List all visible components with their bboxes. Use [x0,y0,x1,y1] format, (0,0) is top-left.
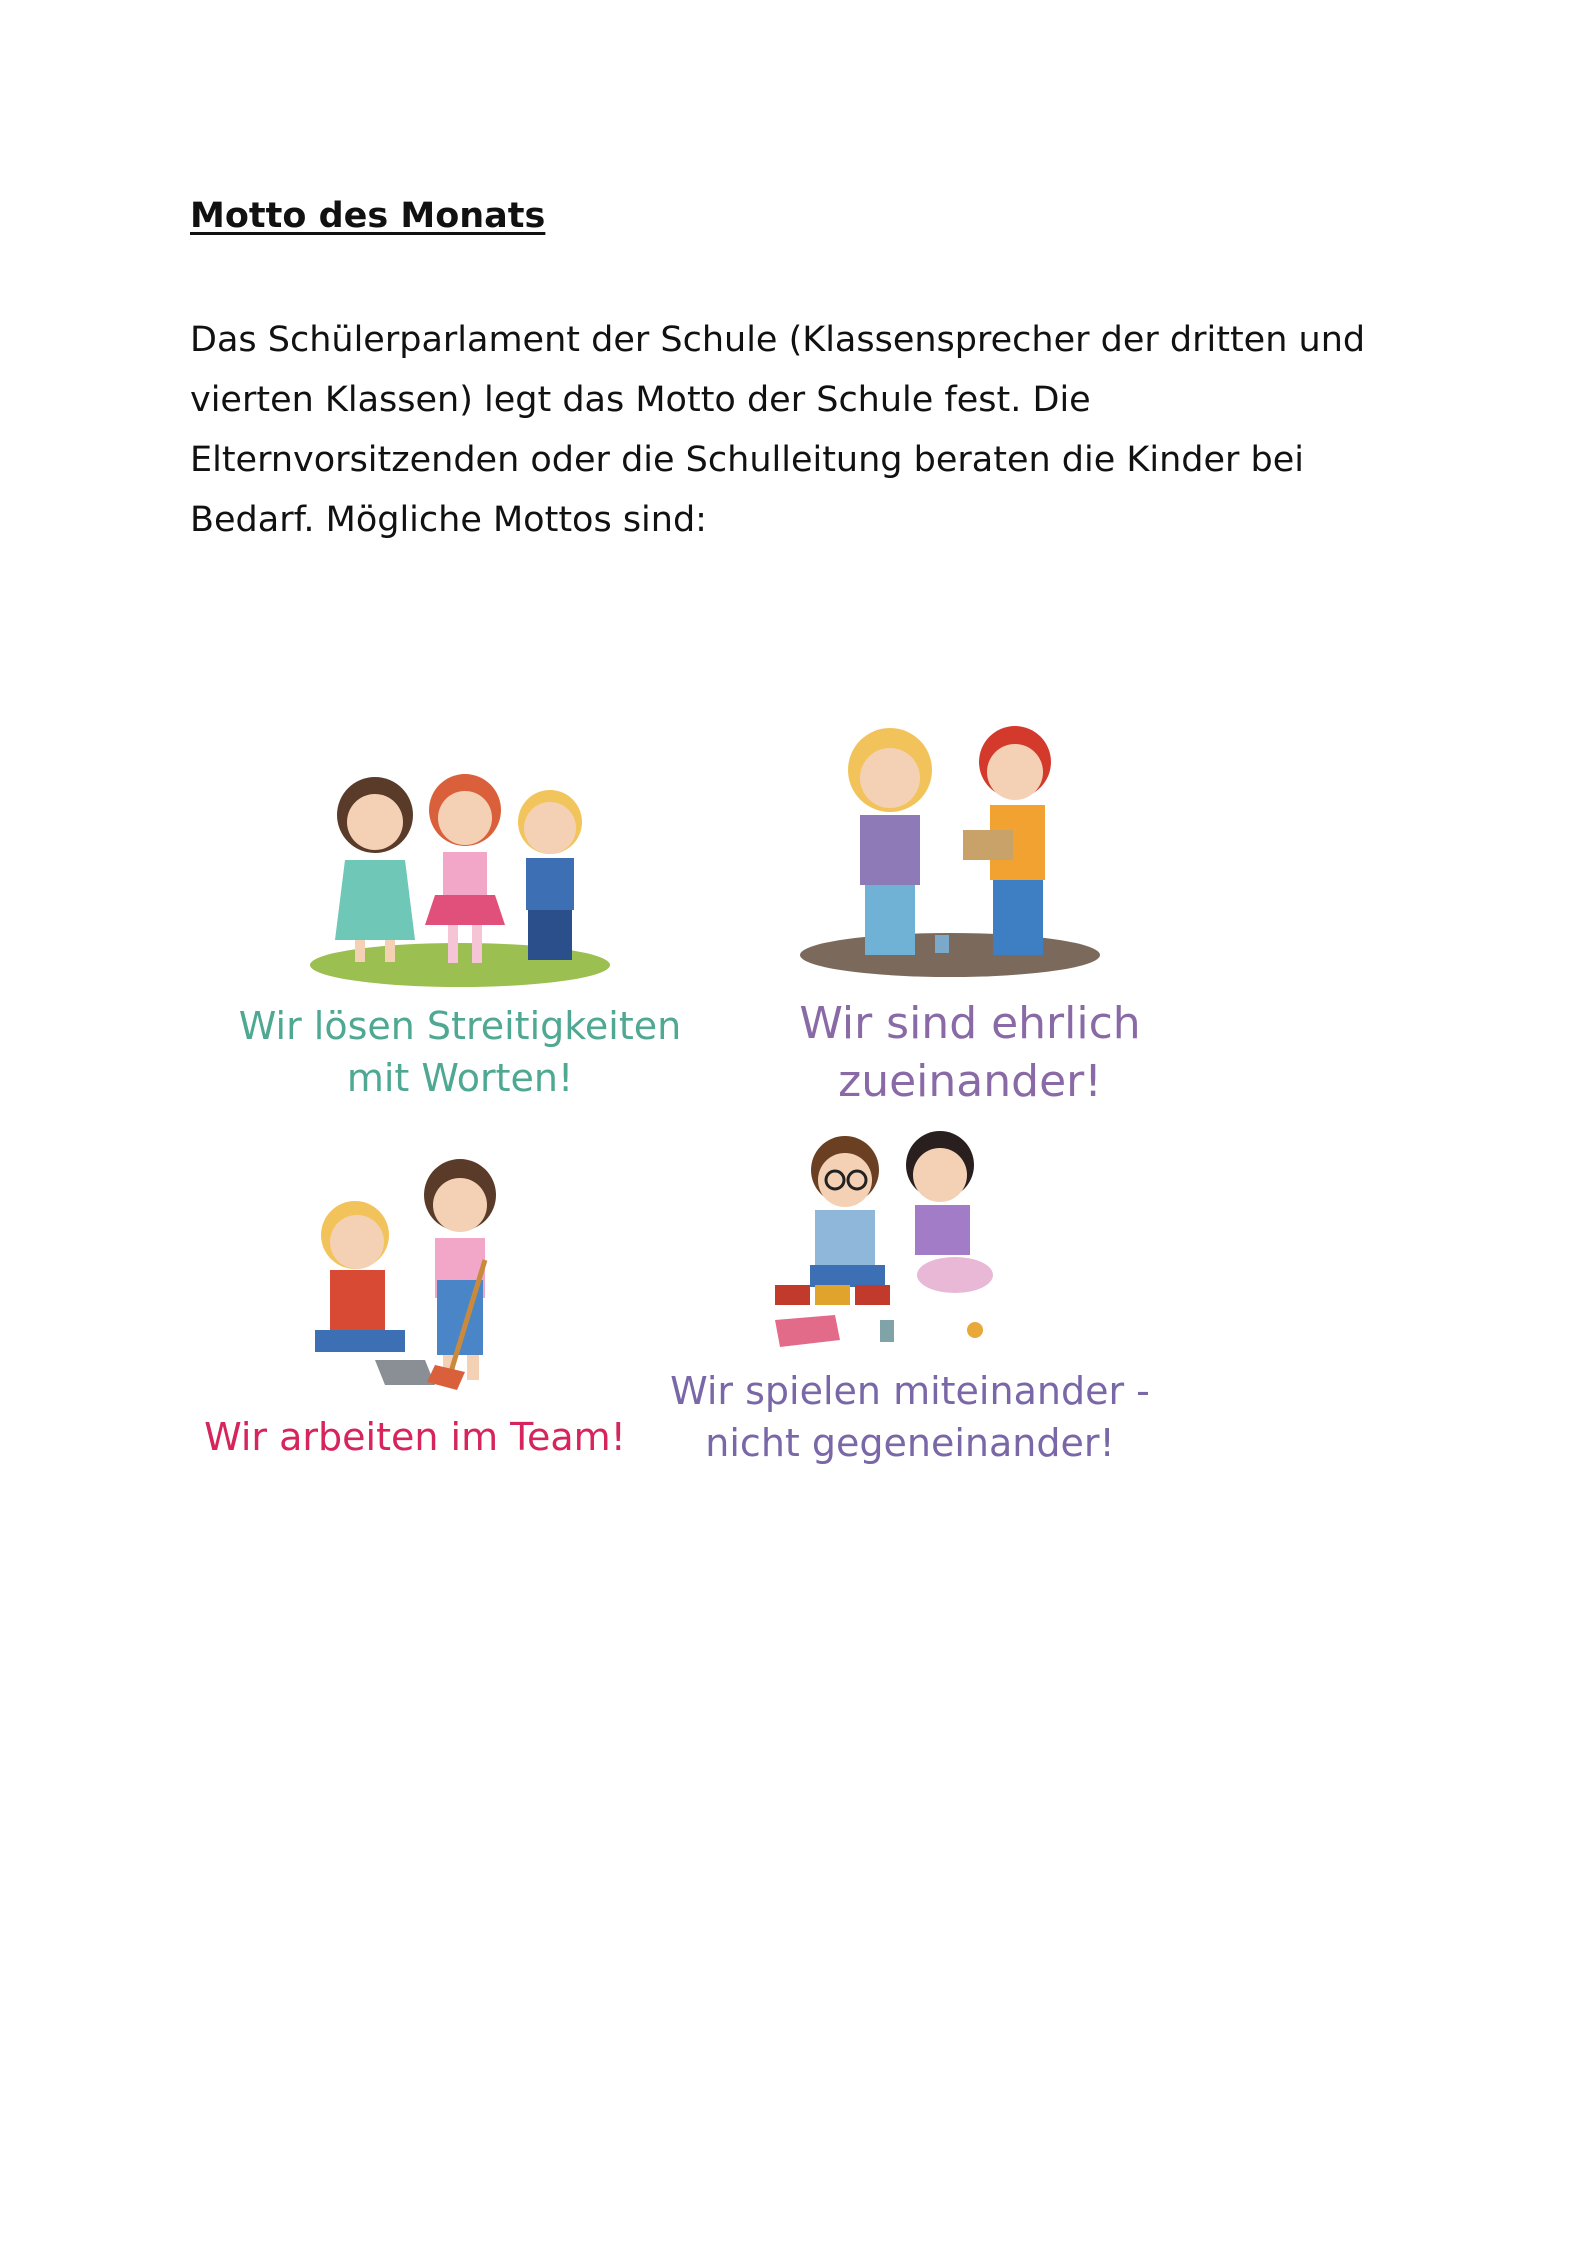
motto-caption-line: Wir sind ehrlich [799,998,1141,1049]
motto-caption-line: Wir arbeiten im Team! [204,1415,626,1459]
intro-line: vierten Klassen) legt das Motto der Schule fest. Die [190,380,1091,420]
motto-caption-line: Wir lösen Streitigkeiten [238,1004,682,1048]
motto-caption [770,995,1170,1111]
motto-caption [195,1412,635,1462]
three-children-arguing-illustration [300,740,620,990]
motto-caption-line: zueinander! [838,1056,1102,1107]
intro-paragraph [190,310,1430,550]
motto-caption [225,1000,695,1104]
two-children-playing-train-illustration [755,1115,1055,1365]
motto-caption-line: nicht gegeneinander! [705,1421,1115,1465]
intro-line: Elternvorsitzenden oder die Schulleitung beraten die Kinder bei [190,440,1304,480]
intro-line: Bedarf. Mögliche Mottos sind: [190,500,707,540]
page-title: Motto des Monats [190,196,546,236]
two-children-sweeping-illustration [285,1150,555,1400]
motto-caption-line: Wir spielen miteinander - [670,1369,1150,1413]
intro-line: Das Schülerparlament der Schule (Klassensprecher der dritten und [190,320,1366,360]
motto-caption-line: mit Worten! [346,1056,574,1100]
two-children-broken-vase-illustration [785,700,1115,980]
motto-caption [670,1365,1150,1469]
